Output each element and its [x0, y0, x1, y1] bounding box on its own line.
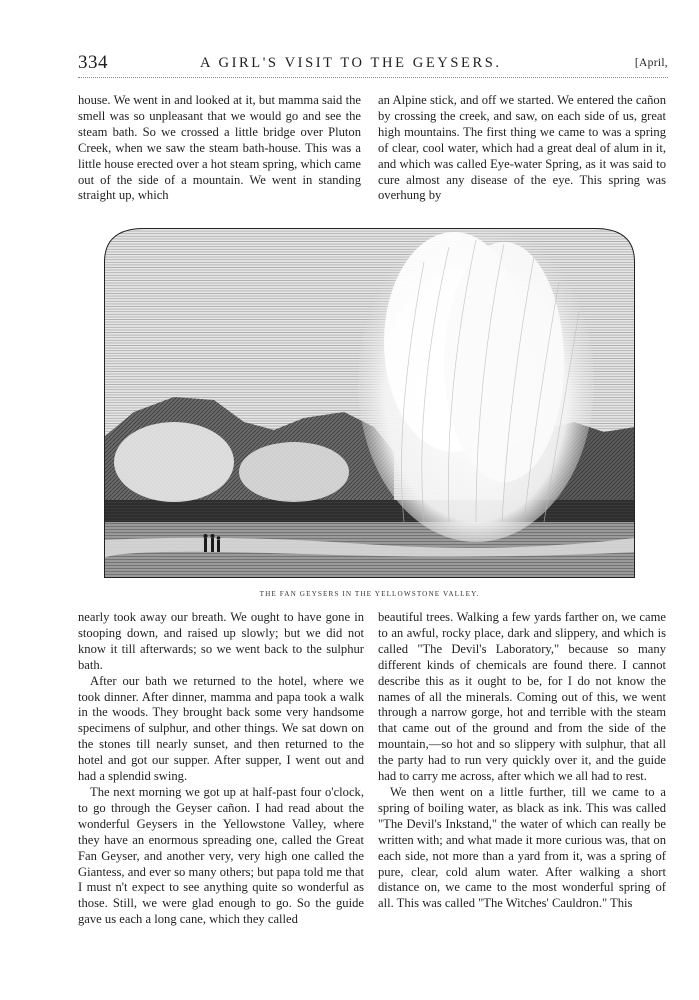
month-label: [April, [634, 57, 668, 69]
column-top-right [378, 93, 666, 204]
column-bottom-right [378, 610, 666, 912]
paragraph: We then went on a little further, till we came to a spring of boiling water, as black as ink. This was called "The Devil's Inkstand," the water of which can really be written with; and what made it more curious was, that on each side, not more than a yard from it, was a spring of pure, clear, cold alum water. After walking a short distance on, we came to the most wonderful spring of all. This was called "The Witches' Cauldron." This [378, 784, 666, 911]
paragraph: nearly took away our breath. We ought to have gone in stooping down, and raised up slowly; but we did not know it till afterwards; so we went back to the sulphur bath. [78, 610, 364, 672]
paragraph: house. We went in and looked at it, but mamma said the smell was so unpleasant that we would go and see the steam bath. So we crossed a little bridge over Pluton Creek, when we saw the steam bath-house. This was a little house erected over a hot steam spring, which came out of the side of a mountain. We went in standing straight up, which [78, 93, 361, 203]
paragraph: After our bath we returned to the hotel, where we took dinner. After dinner, mamma and papa took a walk in the woods. They brought back some very handsome specimens of sulphur, and other things. We sat down on the stones till nearly sunset, and then returned to the hotel and got our supper. After supper, I went out and had a splendid swing. [78, 673, 364, 784]
geyser-engraving [104, 222, 635, 578]
paragraph: The next morning we got up at half-past four o'clock, to go through the Geyser cañon. I had read about the wonderful Geysers in the Yellowstone Valley, where they have an enormous spreading one, called the Great Fan Geyser, and another very, very high one called the Giantess, and ever so many others; but papa told me that I must n't expect to see anything quite so wonderful as those. Still, we were glad enough to go. So the guide gave us each a long cane, which they called [78, 784, 364, 927]
column-bottom-left [78, 610, 364, 928]
page-number: 334 [78, 52, 108, 73]
running-header [78, 52, 668, 74]
paragraph: an Alpine stick, and off we started. We entered the cañon by crossing the creek, and saw, on each side of us, great high mountains. The first thing we came to was a spring of clear, cool water, which had a great deal of alum in it, and which was called Eye-water Spring, as it was said to cure almost any disease of the eye. This spring was overhung by [378, 93, 666, 203]
running-title: A GIRL'S VISIT TO THE GEYSERS. [200, 55, 502, 71]
figure-caption: THE FAN GEYSERS IN THE YELLOWSTONE VALLEY. [259, 590, 480, 598]
column-top-left [78, 93, 361, 204]
header-rule [78, 77, 668, 78]
engraving-geyser-illustration-icon [104, 222, 635, 578]
paragraph: beautiful trees. Walking a few yards farther on, we came to an awful, rocky place, dark and slippery, and which is called "The Devil's Laboratory," because so many different kinds of chemicals are found there. I cannot describe this as it ought to be, for I do not know the names of all the minerals. Coming out of this, we went through a narrow gorge, hot and terrible with the steam that came out of the ground and from the side of the mountain,—so hot and so slippery with sulphur, that all the party had to run very quickly over it, and the guide had to carry me across, after which we all had to rest. [378, 610, 666, 784]
